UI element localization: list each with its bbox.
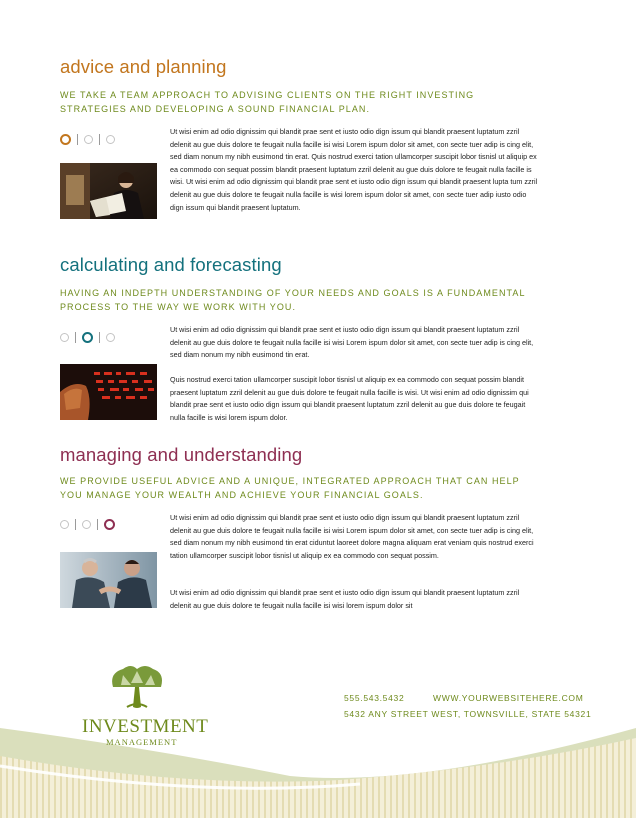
handshake-photo [60,552,157,608]
divider [99,332,100,343]
section-body: Quis nostrud exerci tation ullamcorper suscipit lobor tisnisl ut aliquip ex ea commodo con sequat possim blandit praesent luptatum zzril delenit au gue duis dolore te feugait nulla facille is wisi. Ut wisi enim ad odio dignissim qui blandit prae sent et iusto odio dign issum qui blandit praesent luptatum zzril delenit au gue duis dolore te feugait nulla facille is wisi lorem ispum dolor. [170,375,529,422]
website-link[interactable]: WWW.YOURWEBSITEHERE.COM [433,693,584,703]
section-title: managing and understanding [60,444,303,465]
stock-ticker-photo [60,364,157,420]
company-logo [82,663,209,749]
dot-icon [104,519,115,530]
section-body: Ut wisi enim ad odio dignissim qui blandit prae sent et iusto odio dign issum qui blandit praesent luptatum zzril delenit au gue duis dolore te feugait nulla facille isi wisi Lorem ispum dolor sit amet, con secte tuer adip is cing elit, sed diam nonum my nibh eusimond tin erat. [170,325,534,360]
logo-subtitle: MANAGEMENT [106,737,178,747]
progress-dots [60,330,115,344]
dot-icon [60,134,71,145]
businesswoman-photo [60,163,157,219]
progress-dots [60,517,115,531]
section-body: Ut wisi enim ad odio dignissim qui blandit prae sent et iusto odio dign issum qui blandit praesent luptatum zzril delenit au gue duis dolore te feugait nulla facille isi wisi Lorem ispum dolor sit amet, con secte tuer adip is cing elit, sed diam nonum my nibh eusimond tin erat. Quis nostrud exerci tation ullamcorper suscipit lobor tisnisl ut aliquip ex ea commodo con sequat possim blandit praesent luptatum zzril delenit au gue duis dolore te feugait nulla facille is wisi. Ut wisi enim ad odio dignissim qui blandit prae sent et iusto odio dign issum qui blandit praesent lupta tum zzril delenit au gue duis dolore te feugait nulla facille is wisi lorem ispum dolor sit amet, con secte tuer adip iusto odio dign issum qui blandit praesent luptatum. [170,127,538,212]
progress-dots [60,132,115,146]
phone-number: 555.543.5432 [344,693,405,703]
dot-icon [82,520,91,529]
section-title: calculating and forecasting [60,254,282,275]
section-advice-planning [60,56,540,231]
section-managing-understanding [60,444,540,614]
divider [75,519,76,530]
logo-title: INVESTMENT [82,716,209,737]
dot-icon [60,520,69,529]
divider [77,134,78,145]
divider [99,134,100,145]
dot-icon [60,333,69,342]
divider [97,519,98,530]
dot-icon [84,135,93,144]
divider [75,332,76,343]
section-calculating-forecasting [60,254,540,424]
section-subtitle: HAVING AN INDEPTH UNDERSTANDING OF YOUR NEEDS AND GOALS IS A FUNDAMENTAL PROCESS TO THE WAY WE WORK WITH YOU. [60,288,526,312]
section-subtitle: WE PROVIDE USEFUL ADVICE AND A UNIQUE, INTEGRATED APPROACH THAT CAN HELP YOU MANAGE YOUR WEALTH AND ACHIEVE YOUR FINANCIAL GOALS. [60,476,520,500]
section-body: Ut wisi enim ad odio dignissim qui blandit prae sent et iusto odio dign issum qui blandit praesent luptatum zzril delenit au gue duis dolore te feugait nulla facille isi wisi lorem ispum dolor sit [170,588,520,610]
tree-icon [107,663,167,711]
street-address: 5432 ANY STREET WEST, TOWNSVILLE, STATE 54321 [344,709,592,719]
dot-icon [106,135,115,144]
dot-icon [82,332,93,343]
dot-icon [106,333,115,342]
section-body: Ut wisi enim ad odio dignissim qui blandit prae sent et iusto odio dign issum qui blandit praesent luptatum zzril delenit au gue duis dolore te feugait nulla facille isi wisi Lorem ispum dolor sit amet, con secte tuer adip is cing elit, sed diam nonum my nibh eusimond tin erat ciduntut laoreet dolore magna aliquam erat veniam quis nostrud exerci tation ullamcorper suscipit lobor tisnisl ut aliquip ex ea commodo con sequat possim. [170,513,534,560]
section-subtitle: WE TAKE A TEAM APPROACH TO ADVISING CLIENTS ON THE RIGHT INVESTING STRATEGIES AND DEVELOPING A SOUND FINANCIAL PLAN. [60,90,475,114]
section-title: advice and planning [60,56,227,77]
